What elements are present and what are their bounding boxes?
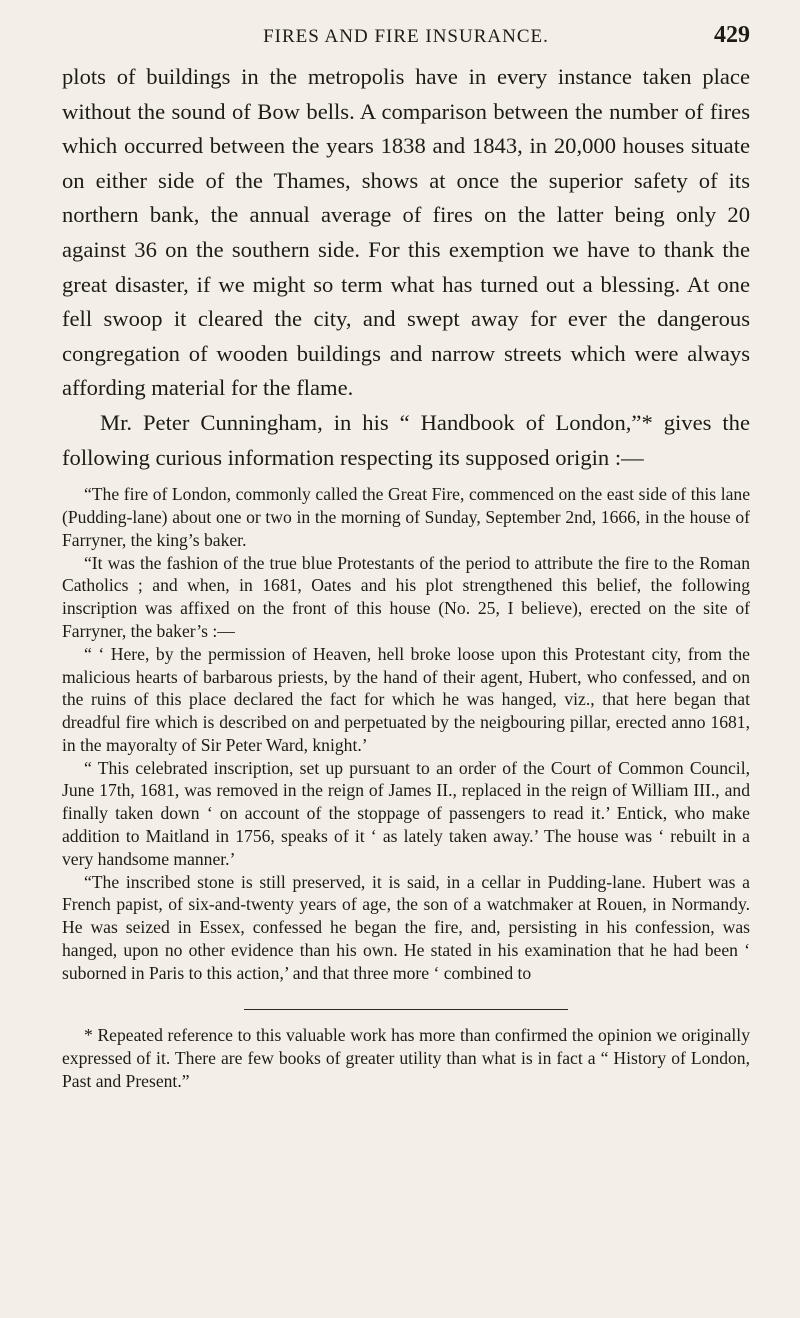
page-number: 429 xyxy=(714,22,750,48)
quote-paragraph: “ ‘ Here, by the permission of Heaven, hell broke loose upon this Protestant city, from the malicious hearts of barbarous priests, by the hand of their agent, Hubert, who confessed, and on the ruins of this place declared the fact for which he was hanged, viz., that here began that dreadful fire which is described on and perpetuated by the neigbouring pillar, erected anno 1681, in the mayoralty of Sir Peter Ward, knight.’ xyxy=(62,643,750,755)
quote-paragraph: “The fire of London, commonly called the Great Fire, commenced on the east side of this lane (Pudding-lane) about one or two in the morning of Sunday, September 2nd, 1666, in the house of Farryner, the king’s baker. xyxy=(62,484,750,550)
footnote xyxy=(62,1024,750,1093)
body-paragraph: plots of buildings in the metropolis have in every instance taken place without the sound of Bow bells. A comparison between the number of fires which occurred between the years 1838 and 1843, in 20,000 houses situate on either side of the Thames, shows at once the superior safety of its northern bank, the annual average of fires on the latter being only 20 against 36 on the southern side. For this exemption we have to thank the great disaster, if we might so term what has turned out a blessing. At one fell swoop it cleared the city, and swept away for ever the dangerous congregation of wooden buildings and narrow streets which were always affording material for the flame. xyxy=(62,64,750,401)
quote-paragraph: “It was the fashion of the true blue Protestants of the period to attribute the fire to the Roman Catholics ; and when, in 1681, Oates and his plot strengthened this belief, the following inscription was affixed on the front of this house (No. 25, I believe), erected on the site of Farryner, the baker’s :— xyxy=(62,552,750,641)
body-paragraph: Mr. Peter Cunningham, in his “ Handbook of London,”* gives the following curious information respecting its supposed origin :— xyxy=(62,409,750,470)
footnote-text: * Repeated reference to this valuable work has more than confirmed the opinion we originally expressed of it. There are few books of greater utility than what is in fact a “ History of London, Past and Present.” xyxy=(62,1024,750,1091)
running-title: FIRES AND FIRE INSURANCE. xyxy=(263,26,549,47)
block-quote xyxy=(62,483,750,985)
body-text xyxy=(62,60,750,475)
footnote-divider xyxy=(244,1009,568,1010)
quote-paragraph: “ This celebrated inscription, set up pursuant to an order of the Court of Common Council, June 17th, 1681, was removed in the reign of James II., replaced in the reign of William III., and finally taken down ‘ on account of the stoppage of passengers to read it.’ Entick, who make addition to Maitland in 1756, speaks of it ‘ as lately taken away.’ The house was ‘ rebuilt in a very handsome manner.’ xyxy=(62,757,750,869)
running-head xyxy=(62,20,750,60)
quote-paragraph: “The inscribed stone is still preserved, it is said, in a cellar in Pudding-lane. Hubert was a French papist, of six-and-twenty years of age, the son of a watchmaker at Rouen, in Normandy. He was seized in Essex, confessed he began the fire, and, persisting in his confession, was hanged, upon no other evidence than his own. He stated in his examination that he had been ‘ suborned in Paris to this action,’ and that three more ‘ combined to xyxy=(62,871,750,983)
